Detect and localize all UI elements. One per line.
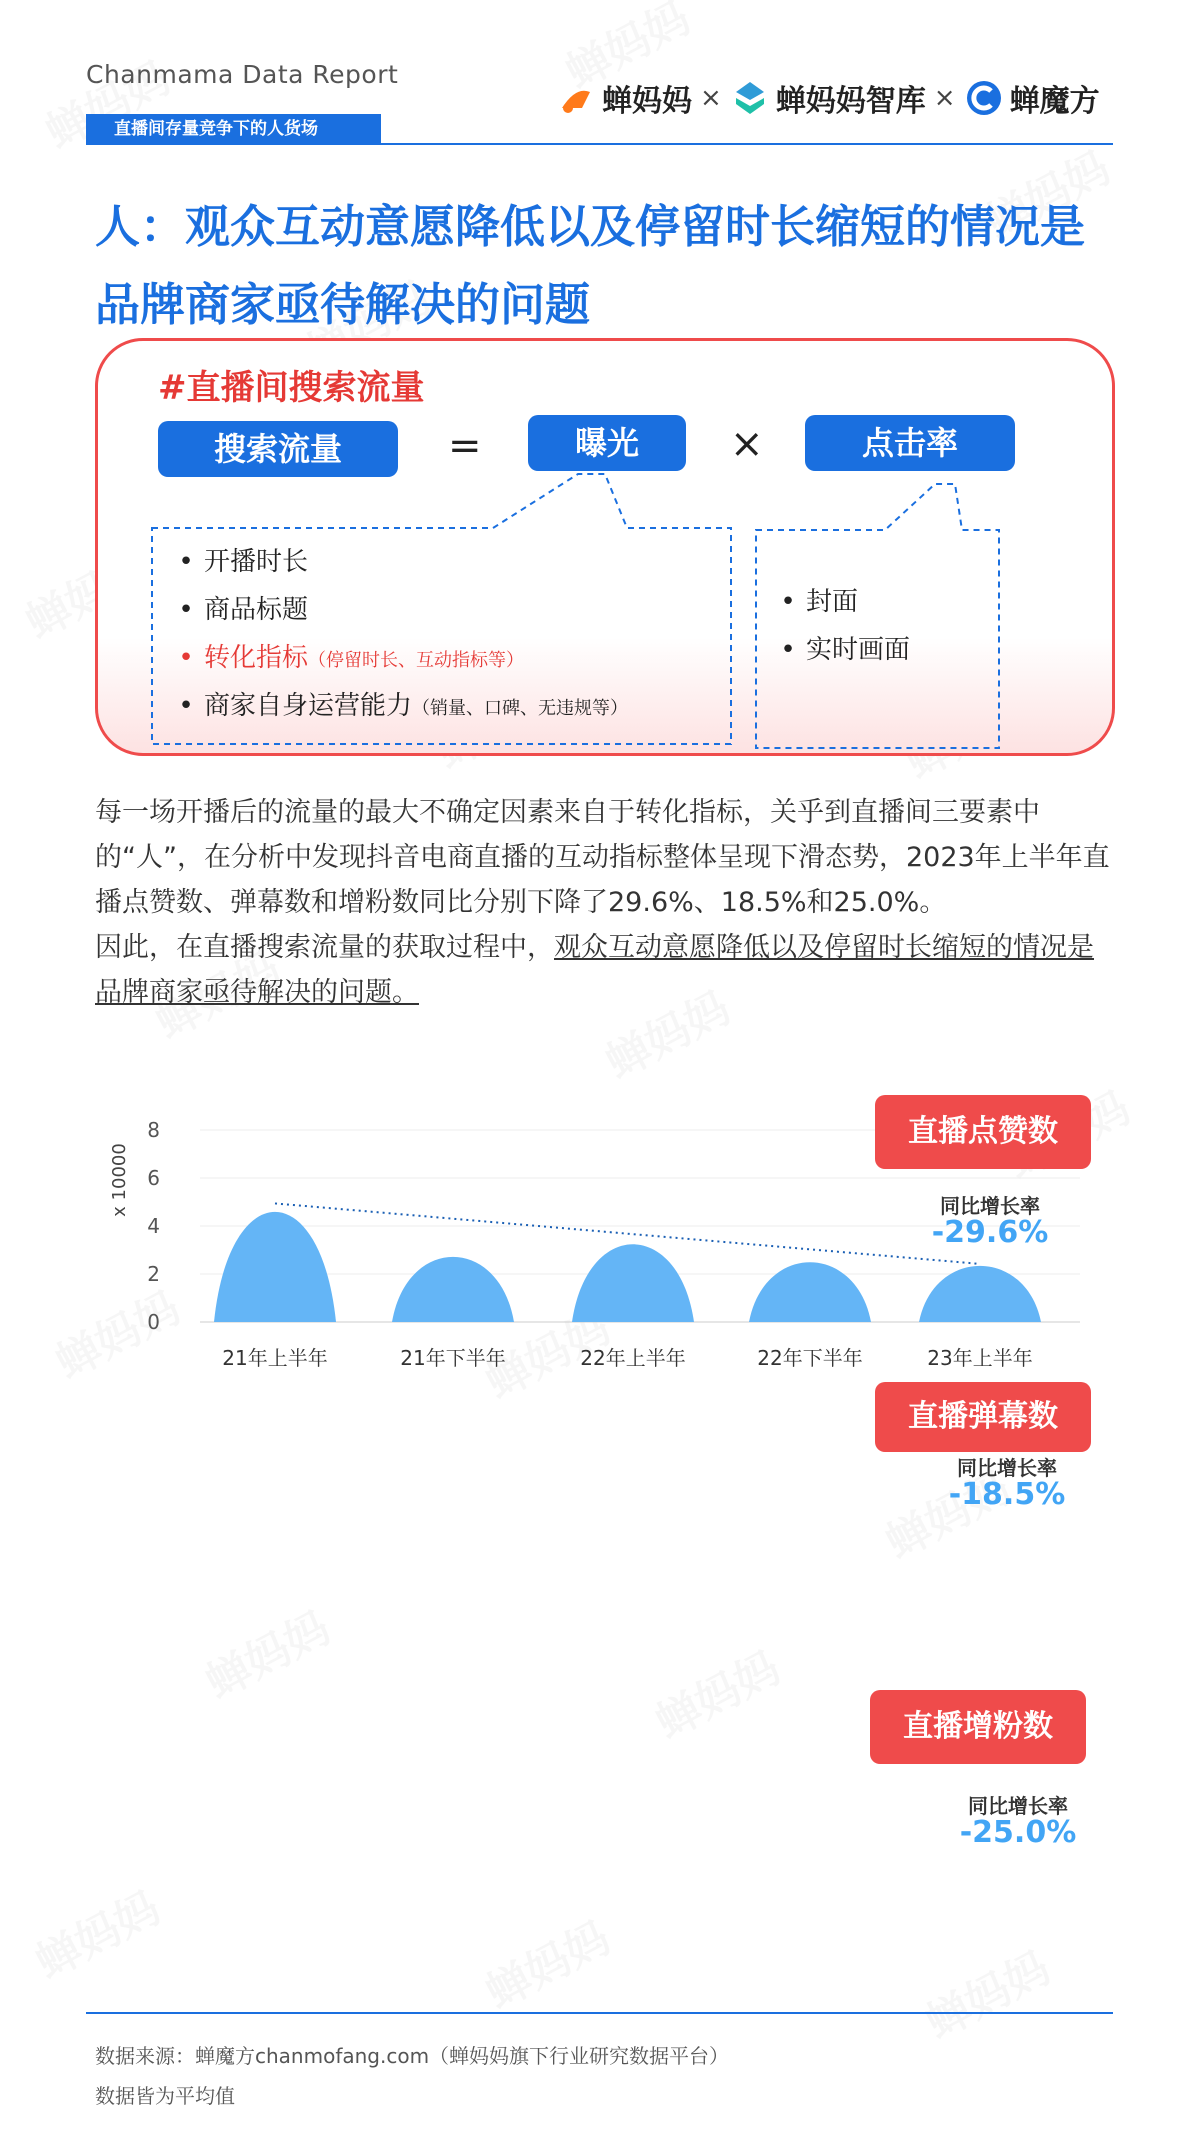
times-symbol: × (700, 83, 722, 113)
growth-label-likes: 同比增长率 (940, 1194, 1040, 1218)
list-item: • 开播时长 (178, 547, 309, 577)
y-tick-label: 6 (147, 1166, 160, 1190)
list-item: • 商家自身运营能力（销量、口碑、无违规等） (178, 691, 629, 721)
y-tick-label: 0 (147, 1310, 160, 1334)
key-conclusion: 观众互动意愿降低以及停留时长缩短的情况是品牌商家亟待解决的问题。 (95, 932, 1094, 1008)
list-item: • 商品标题 (178, 595, 309, 625)
list-item: • 转化指标（停留时长、互动指标等） (178, 643, 525, 673)
growth-value-likes: -29.6% (931, 1215, 1049, 1250)
list-item: • 封面 (780, 587, 859, 617)
report-title: Chanmama Data Report (86, 60, 399, 89)
paragraph-1: 每一场开播后的流量的最大不确定因素来自于转化指标，关乎到直播间三要素中的“人”，在分析中发现抖音电商直播的互动指标整体呈现下滑态势，2023年上半年直播点赞数、弹幕数和增粉数同比分别下降了29.6%、18.5%和25.0%。 (95, 797, 1110, 918)
chart-title-followers: 直播增粉数 (870, 1690, 1086, 1764)
x-tick-label: 23年上半年 (927, 1346, 1033, 1370)
y-tick-label: 4 (147, 1214, 160, 1238)
y-tick-label: 2 (147, 1262, 160, 1286)
term-click-rate: 点击率 (805, 415, 1015, 471)
area-peak (749, 1262, 871, 1322)
chart-title-comments: 直播弹幕数 (875, 1382, 1091, 1452)
x-tick-label: 22年下半年 (757, 1346, 863, 1370)
formula-heading: #直播间搜索流量 (158, 368, 425, 408)
x-tick-label: 21年下半年 (400, 1346, 506, 1370)
y-axis-label: x 10000 (109, 1143, 130, 1217)
data-source: 数据来源：蝉魔方chanmofang.com（蝉妈妈旗下行业研究数据平台） (95, 2044, 730, 2068)
area-peak (392, 1257, 514, 1322)
brand-chanmama: 蝉妈妈 (602, 84, 692, 119)
term-exposure: 曝光 (528, 415, 686, 471)
growth-value-comments: -18.5% (948, 1477, 1066, 1512)
page-title: 人：观众互动意愿降低以及停留时长缩短的情况是品牌商家亟待解决的问题 (95, 200, 1086, 331)
equals-symbol: = (448, 423, 482, 469)
times-symbol-2: × (933, 83, 956, 113)
data-note: 数据皆为平均值 (95, 2084, 235, 2108)
section-tag: 直播间存量竞争下的人货场 (86, 114, 381, 144)
growth-label-comments: 同比增长率 (957, 1456, 1057, 1480)
brand-chanmama-zhiku: 蝉妈妈智库 (775, 84, 926, 119)
growth-value-followers: -25.0% (959, 1815, 1077, 1850)
multiply-symbol: × (730, 421, 764, 467)
list-item: • 实时画面 (780, 635, 911, 665)
term-search-traffic: 搜索流量 (158, 421, 398, 477)
area-peak (214, 1212, 336, 1322)
paragraph-2: 因此，在直播搜索流量的获取过程中，观众互动意愿降低以及停留时长缩短的情况是品牌商家亟待解决的问题。 (95, 932, 1094, 1008)
footer-divider (86, 2012, 1113, 2014)
brand-chanmofang: 蝉魔方 (1009, 84, 1100, 119)
x-tick-label: 21年上半年 (222, 1346, 328, 1370)
growth-label-followers: 同比增长率 (968, 1794, 1068, 1818)
x-tick-label: 22年上半年 (580, 1346, 686, 1370)
area-peak (572, 1244, 694, 1322)
y-tick-label: 8 (147, 1118, 160, 1142)
chart-title-likes: 直播点赞数 (875, 1095, 1091, 1169)
